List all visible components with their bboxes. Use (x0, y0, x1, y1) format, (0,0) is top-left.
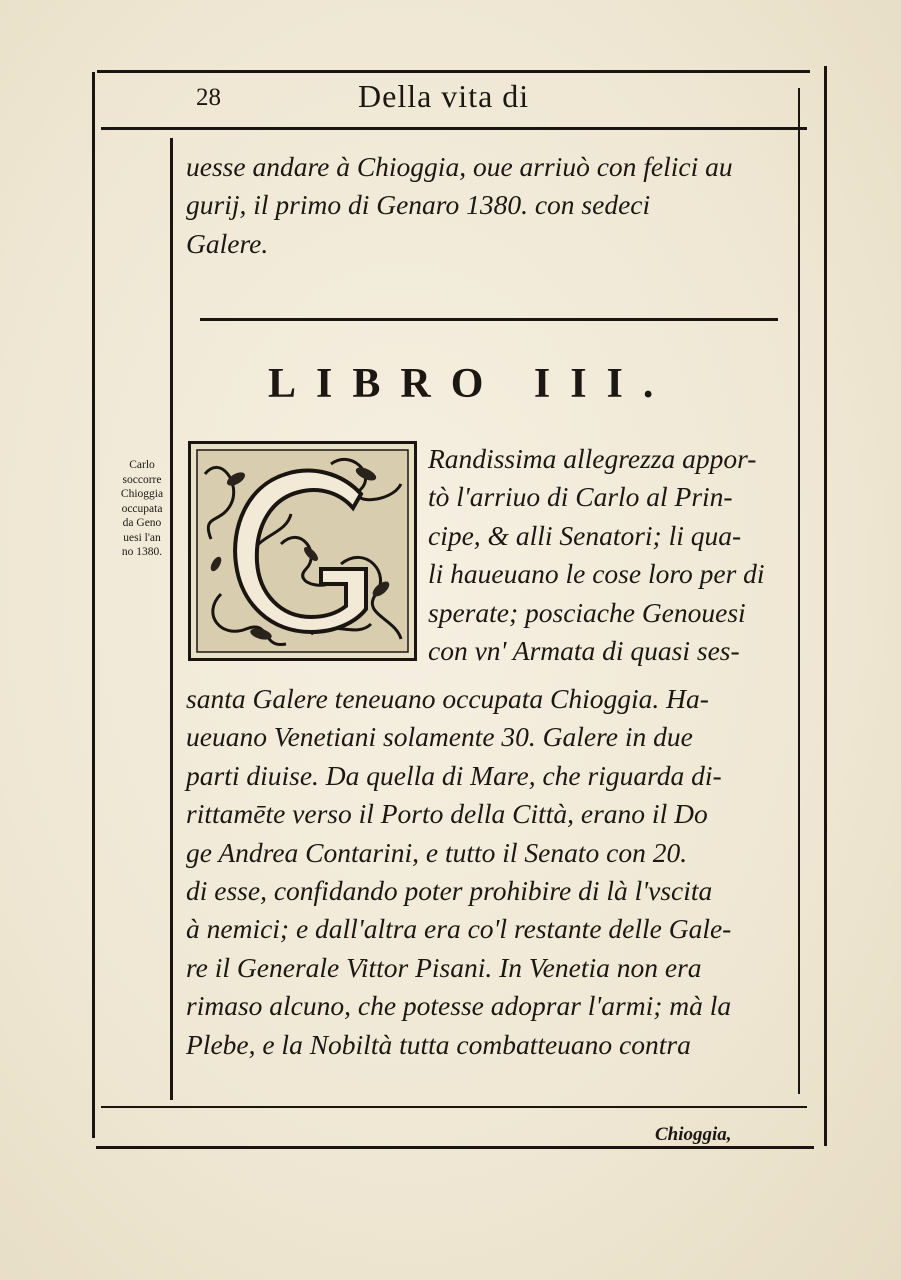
text-line: re il Generale Vittor Pisani. In Venetia non era (186, 951, 702, 983)
text-line: santa Galere teneuano occupata Chioggia. Ha- (186, 683, 709, 714)
main-paragraph-indented (428, 440, 798, 670)
text-line: di esse, confidando poter prohibire di là l'vscita (186, 874, 713, 906)
running-title: Della vita di (358, 78, 530, 114)
text-line: uesse andare à Chioggia, oue arriuò con felici au (186, 151, 733, 182)
text-line: rimaso alcuno, che potesse adoprar l'armi; mà la (186, 990, 732, 1022)
frame-right-rule-outer (824, 66, 827, 1146)
text-line: Randissima allegrezza appor- (428, 443, 757, 474)
frame-right-rule-inner (798, 88, 800, 1094)
text-line: gurij, il primo di Genaro 1380. con sedeci (186, 189, 651, 221)
margin-note-line: occupata (121, 502, 163, 515)
margin-note (112, 458, 172, 560)
text-line: parti diuise. Da quella di Mare, che riguarda di- (186, 759, 722, 791)
margin-note-line: no 1380. (121, 546, 163, 558)
text-line: ge Andrea Contarini, e tutto il Senato con 20. (186, 836, 688, 868)
text-line: Galere. (186, 227, 269, 259)
text-line: con vn' Armata di quasi ses- (428, 634, 740, 666)
text-line: li haueuano le cose loro per di (428, 558, 765, 590)
text-line: cipe, & alli Senatori; li qua- (428, 519, 742, 551)
page-number: 28 (196, 84, 221, 111)
text-line: à nemici; e dall'altra era co'l restante delle Gale- (186, 913, 732, 945)
margin-note-line: Chioggia (120, 488, 164, 500)
main-paragraph-full (186, 680, 798, 1064)
footer-rule-bottom (96, 1146, 814, 1149)
section-rule (200, 318, 778, 321)
header-rule (101, 127, 807, 130)
top-paragraph (186, 148, 798, 263)
text-line: Plebe, e la Nobiltà tutta combatteuano contra (186, 1028, 691, 1060)
text-line: tò l'arriuo di Carlo al Prin- (428, 481, 733, 513)
book-heading: LIBRO III. (268, 361, 674, 407)
margin-note-line: Carlo (129, 459, 155, 471)
ornamental-initial-g-icon (188, 441, 417, 661)
margin-note-line: soccorre (122, 473, 162, 486)
catchword: Chioggia, (655, 1124, 732, 1145)
footer-rule-top (101, 1106, 807, 1108)
frame-top-rule (97, 70, 810, 73)
text-line: rittamēte verso il Porto della Città, erano il Do (186, 798, 708, 830)
frame-left-rule (92, 72, 95, 1138)
margin-note-line: da Geno (122, 517, 162, 529)
margin-column-rule (170, 138, 173, 1100)
margin-note-line: uesi l'an (123, 531, 161, 544)
text-line: ueuano Venetiani solamente 30. Galere in due (186, 721, 693, 753)
text-line: sperate; posciache Genouesi (428, 596, 746, 628)
